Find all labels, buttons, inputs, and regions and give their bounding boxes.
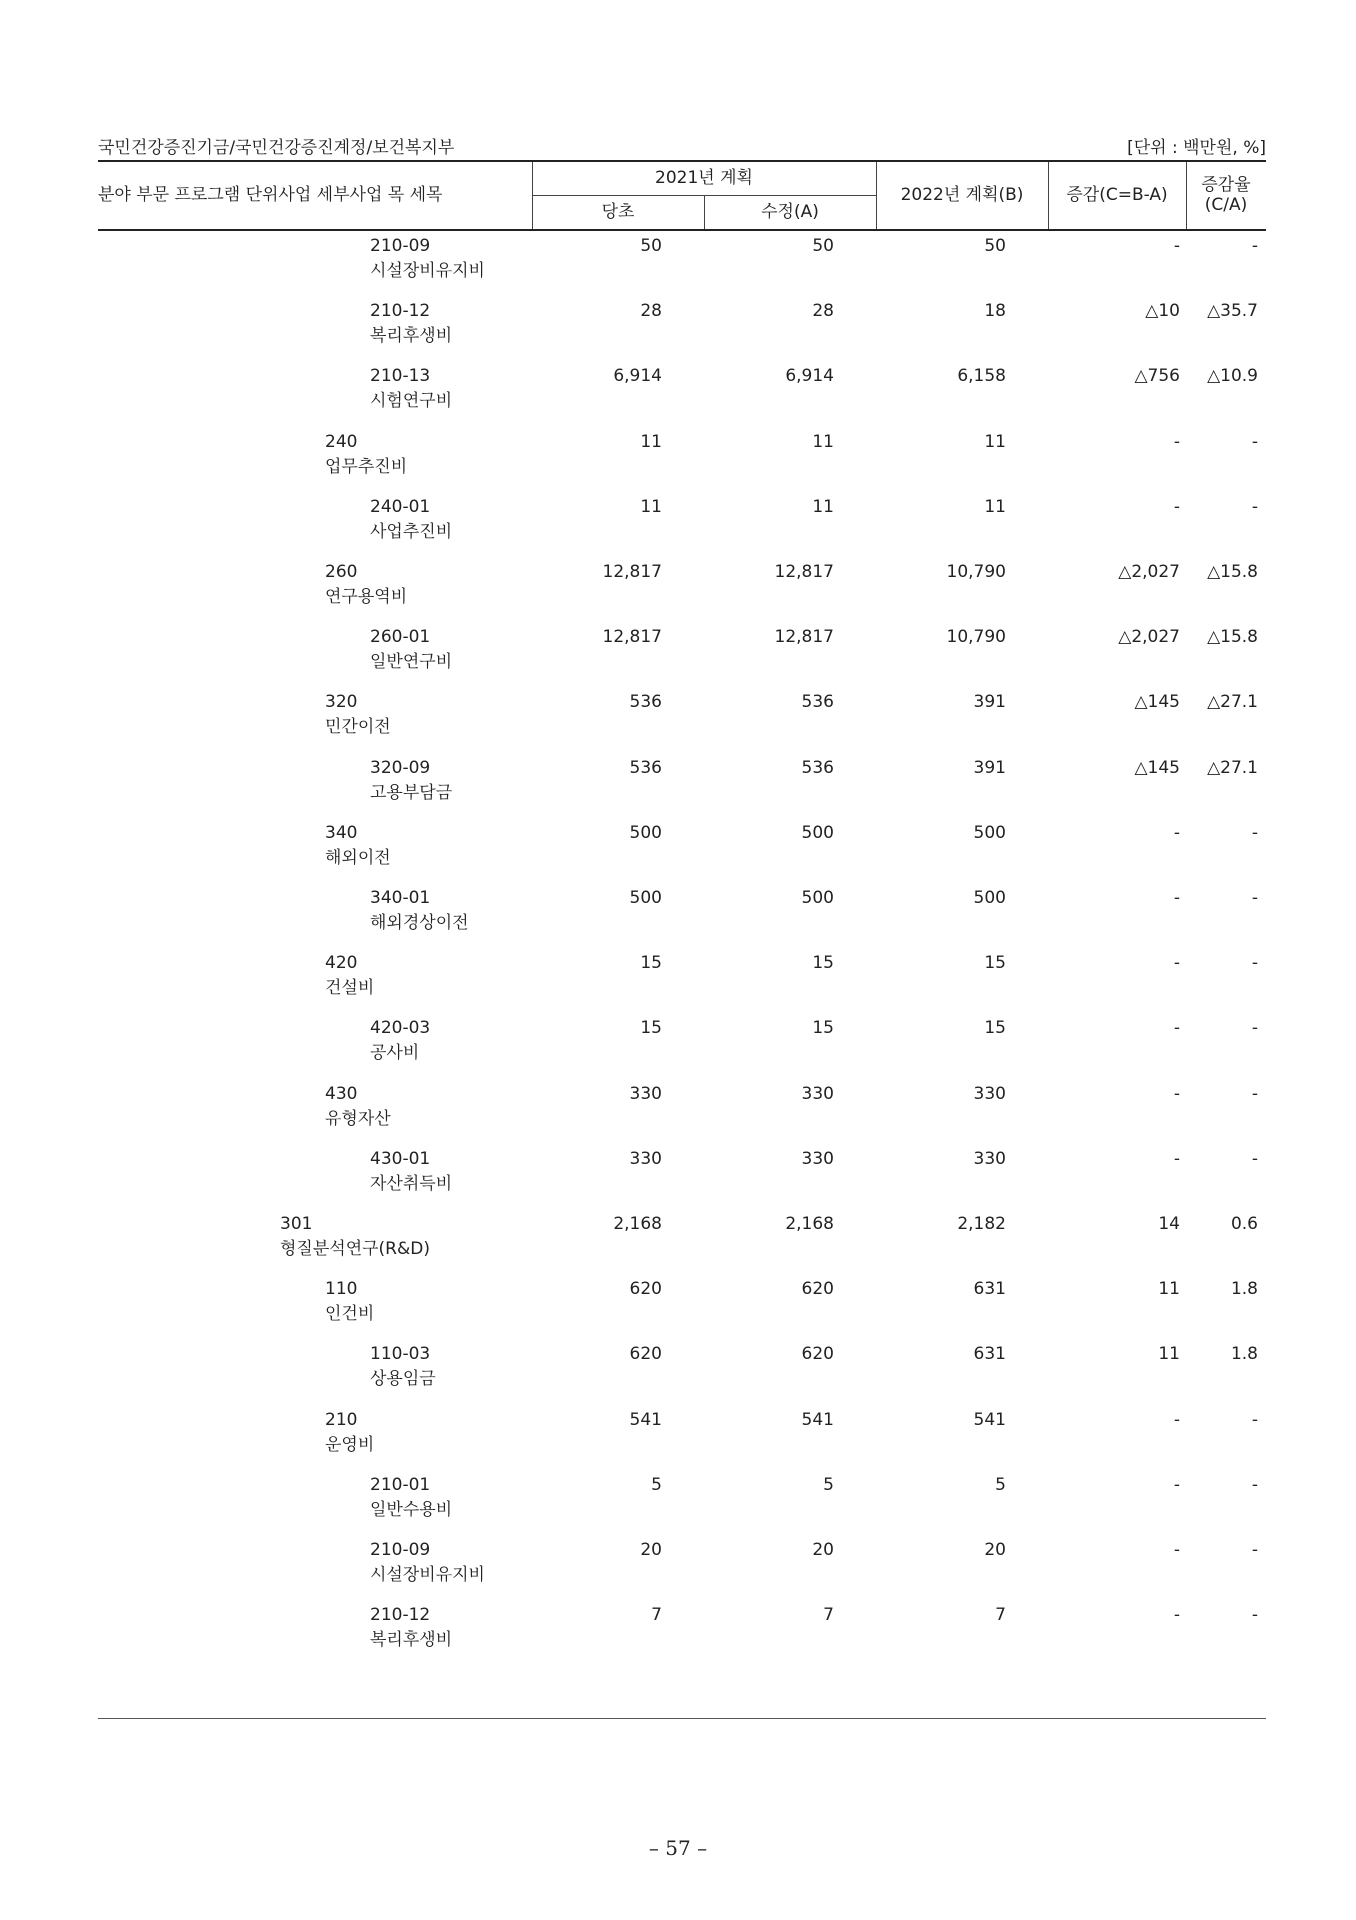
- item-name: 연구용역비: [325, 587, 408, 607]
- original-value: 6,914: [613, 366, 662, 387]
- rate-value: -: [1251, 431, 1258, 452]
- table-row: [98, 758, 1266, 818]
- item-code: 210-13: [370, 366, 431, 387]
- change-value: △145: [1134, 692, 1180, 713]
- revised-value: 12,817: [774, 627, 834, 648]
- revised-value: 15: [812, 953, 834, 974]
- plan-2022-value: 11: [984, 431, 1006, 452]
- item-code: 210-09: [370, 236, 431, 256]
- original-column-header: 당초: [601, 201, 635, 222]
- plan-2022-value: 20: [984, 1540, 1006, 1560]
- revised-value: 330: [801, 1083, 834, 1104]
- original-value: 536: [629, 692, 662, 713]
- change-value: -: [1173, 888, 1180, 908]
- revised-value: 6,914: [785, 366, 834, 387]
- change-value: △2,027: [1118, 562, 1180, 582]
- revised-value: 11: [812, 431, 834, 452]
- original-value: 50: [640, 236, 662, 256]
- bottom-rule: [98, 1718, 1266, 1719]
- table-row: [98, 1018, 1266, 1078]
- change-value: 11: [1158, 1279, 1180, 1300]
- plan-2022-value: 50: [984, 236, 1006, 256]
- rate-value: -: [1251, 1474, 1258, 1495]
- rate-value: △27.1: [1207, 757, 1258, 778]
- rate-header-line2: (C/A): [1204, 194, 1248, 215]
- original-value: 500: [629, 822, 662, 843]
- table-row: [98, 692, 1266, 752]
- rate-header-line1: 증감율: [1201, 174, 1251, 195]
- revised-value: 620: [801, 1279, 834, 1300]
- item-name: 형질분석연구(R&D): [280, 1239, 430, 1259]
- change-value: -: [1173, 822, 1180, 843]
- plan-2022-value: 500: [973, 822, 1006, 843]
- change-value: △2,027: [1118, 627, 1180, 648]
- plan-2022-value: 18: [984, 301, 1006, 322]
- plan-2022-value: 391: [973, 692, 1006, 713]
- item-name: 복리후생비: [370, 326, 453, 347]
- item-name: 시설장비유지비: [370, 1565, 485, 1585]
- table-row: [98, 888, 1266, 948]
- budget-account-title: 국민건강증진기금/국민건강증진계정/보건복지부: [98, 138, 455, 158]
- original-value: 11: [640, 496, 662, 517]
- item-name: 민간이전: [325, 717, 391, 738]
- item-name: 자산취득비: [370, 1173, 453, 1194]
- table-row: [98, 497, 1266, 557]
- plan-2022-value: 391: [973, 757, 1006, 778]
- item-code: 430-01: [370, 1148, 431, 1169]
- change-value: -: [1173, 1018, 1180, 1039]
- revised-value: 50: [812, 236, 834, 256]
- rate-value: -: [1251, 1605, 1258, 1626]
- revised-value: 2,168: [785, 1214, 834, 1234]
- item-name: 해외경상이전: [370, 913, 469, 933]
- item-name: 유형자산: [325, 1108, 391, 1129]
- item-code: 320-09: [370, 757, 431, 778]
- change-column-header: 증감(C=B-A): [1066, 184, 1168, 205]
- item-code: 210-01: [370, 1474, 431, 1495]
- revised-value: 7: [823, 1605, 834, 1626]
- change-value: △756: [1134, 366, 1180, 387]
- rate-column-header: [1186, 162, 1266, 229]
- item-code: 420: [325, 953, 358, 974]
- original-value: 28: [640, 301, 662, 322]
- change-value: -: [1173, 496, 1180, 517]
- change-value: -: [1173, 1409, 1180, 1430]
- change-value: -: [1173, 1148, 1180, 1169]
- change-value: -: [1173, 1540, 1180, 1560]
- item-code: 260: [325, 562, 358, 582]
- revised-value: 500: [801, 888, 834, 908]
- item-name: 일반수용비: [370, 1499, 453, 1520]
- table-row: [98, 301, 1266, 361]
- table-row: [98, 1149, 1266, 1209]
- item-name: 고용부담금: [370, 782, 453, 803]
- item-name: 시험연구비: [370, 391, 453, 412]
- original-value: 330: [629, 1083, 662, 1104]
- rate-value: -: [1251, 1540, 1258, 1560]
- item-name: 공사비: [370, 1043, 420, 1064]
- table-row: [98, 236, 1266, 296]
- table-row: [98, 432, 1266, 492]
- table-row: [98, 1605, 1266, 1665]
- plan-2022-value: 330: [973, 1083, 1006, 1104]
- plan-2022-value: 6,158: [957, 366, 1006, 387]
- original-value: 7: [651, 1605, 662, 1626]
- plan-2022-value: 10,790: [946, 562, 1006, 582]
- plan-2022-value: 15: [984, 1018, 1006, 1039]
- rate-value: △27.1: [1207, 692, 1258, 713]
- item-code: 340-01: [370, 888, 431, 908]
- original-value: 12,817: [602, 562, 662, 582]
- item-code: 210-09: [370, 1540, 431, 1560]
- plan-2022-value: 631: [973, 1344, 1006, 1365]
- item-name: 복리후생비: [370, 1630, 453, 1651]
- rate-value: -: [1251, 888, 1258, 908]
- rate-value: -: [1251, 1083, 1258, 1104]
- original-value: 5: [651, 1474, 662, 1495]
- plan-2021-header: 2021년 계획: [655, 167, 753, 188]
- rate-value: -: [1251, 496, 1258, 517]
- rate-value: 1.8: [1230, 1279, 1258, 1300]
- table-row: [98, 823, 1266, 883]
- page-number: – 57 –: [648, 1836, 708, 1860]
- revised-value: 5: [823, 1474, 834, 1495]
- table-row: [98, 1214, 1266, 1274]
- change-value: -: [1173, 431, 1180, 452]
- rate-value: △15.8: [1207, 562, 1258, 582]
- revised-value: 500: [801, 822, 834, 843]
- original-value: 11: [640, 431, 662, 452]
- item-code: 260-01: [370, 627, 431, 648]
- plan-2022-value: 11: [984, 496, 1006, 517]
- original-value: 15: [640, 1018, 662, 1039]
- rate-value: -: [1251, 953, 1258, 974]
- plan-2022-column-header: 2022년 계획(B): [900, 184, 1024, 205]
- item-name: 건설비: [325, 978, 375, 999]
- original-value: 541: [629, 1409, 662, 1430]
- original-value: 12,817: [602, 627, 662, 648]
- change-value: -: [1173, 1083, 1180, 1104]
- change-value: 11: [1158, 1344, 1180, 1365]
- item-name: 인건비: [325, 1304, 375, 1325]
- item-name: 일반연구비: [370, 652, 453, 673]
- table-row: [98, 953, 1266, 1013]
- revised-value: 541: [801, 1409, 834, 1430]
- table-row: [98, 1475, 1266, 1535]
- plan-2022-value: 631: [973, 1279, 1006, 1300]
- table-row: [98, 1344, 1266, 1404]
- original-value: 330: [629, 1148, 662, 1169]
- plan-2022-value: 500: [973, 888, 1006, 908]
- item-code: 210-12: [370, 1605, 431, 1626]
- rate-value: △15.8: [1207, 627, 1258, 648]
- item-name: 시설장비유지비: [370, 261, 485, 281]
- revised-value: 15: [812, 1018, 834, 1039]
- revised-value: 536: [801, 757, 834, 778]
- item-code: 340: [325, 822, 358, 843]
- plan-2022-value: 5: [995, 1474, 1006, 1495]
- item-name: 업무추진비: [325, 456, 408, 477]
- table-row: [98, 366, 1266, 426]
- change-value: -: [1173, 1474, 1180, 1495]
- rate-value: 1.8: [1230, 1344, 1258, 1365]
- plan-2022-value: 541: [973, 1409, 1006, 1430]
- original-value: 500: [629, 888, 662, 908]
- table-header: [98, 160, 1266, 231]
- table-row: [98, 1084, 1266, 1144]
- change-value: 14: [1158, 1214, 1180, 1234]
- change-value: -: [1173, 236, 1180, 256]
- table-row: [98, 627, 1266, 687]
- rate-value: △10.9: [1207, 366, 1258, 387]
- rate-value: -: [1251, 1148, 1258, 1169]
- rate-value: -: [1251, 1409, 1258, 1430]
- table-row: [98, 1279, 1266, 1339]
- item-code: 240-01: [370, 496, 431, 517]
- rate-value: -: [1251, 1018, 1258, 1039]
- item-code: 210: [325, 1409, 358, 1430]
- item-code: 320: [325, 692, 358, 713]
- original-value: 20: [640, 1540, 662, 1560]
- plan-2022-value: 10,790: [946, 627, 1006, 648]
- table-row: [98, 1540, 1266, 1600]
- item-name: 해외이전: [325, 847, 391, 868]
- revised-column-header: 수정(A): [761, 201, 819, 222]
- rate-value: -: [1251, 236, 1258, 256]
- item-name: 운영비: [325, 1434, 375, 1455]
- plan-2022-value: 2,182: [957, 1214, 1006, 1234]
- change-value: △145: [1134, 757, 1180, 778]
- change-value: △10: [1145, 301, 1180, 322]
- item-name: 상용임금: [370, 1369, 436, 1390]
- revised-value: 28: [812, 301, 834, 322]
- item-code: 430: [325, 1083, 358, 1104]
- plan-2022-value: 7: [995, 1605, 1006, 1626]
- original-value: 2,168: [613, 1214, 662, 1234]
- unit-label: [단위 : 백만원, %]: [1127, 138, 1266, 158]
- item-name: 사업추진비: [370, 521, 453, 542]
- table-row: [98, 1410, 1266, 1470]
- original-value: 15: [640, 953, 662, 974]
- item-code: 420-03: [370, 1018, 431, 1039]
- item-code: 110-03: [370, 1344, 431, 1365]
- category-column-header: 분야 부문 프로그램 단위사업 세부사업 목 세목: [98, 184, 443, 205]
- rate-value: -: [1251, 822, 1258, 843]
- revised-value: 12,817: [774, 562, 834, 582]
- item-code: 240: [325, 431, 358, 452]
- rate-value: 0.6: [1230, 1214, 1258, 1234]
- original-value: 620: [629, 1344, 662, 1365]
- rate-value: △35.7: [1207, 301, 1258, 322]
- plan-2022-value: 330: [973, 1148, 1006, 1169]
- item-code: 110: [325, 1279, 358, 1300]
- plan-2022-value: 15: [984, 953, 1006, 974]
- change-value: -: [1173, 1605, 1180, 1626]
- item-code: 301: [280, 1214, 313, 1234]
- original-value: 620: [629, 1279, 662, 1300]
- revised-value: 536: [801, 692, 834, 713]
- change-value: -: [1173, 953, 1180, 974]
- table-row: [98, 562, 1266, 622]
- revised-value: 620: [801, 1344, 834, 1365]
- document-header: [98, 131, 1266, 157]
- item-code: 210-12: [370, 301, 431, 322]
- original-value: 536: [629, 757, 662, 778]
- revised-value: 20: [812, 1540, 834, 1560]
- revised-value: 11: [812, 496, 834, 517]
- revised-value: 330: [801, 1148, 834, 1169]
